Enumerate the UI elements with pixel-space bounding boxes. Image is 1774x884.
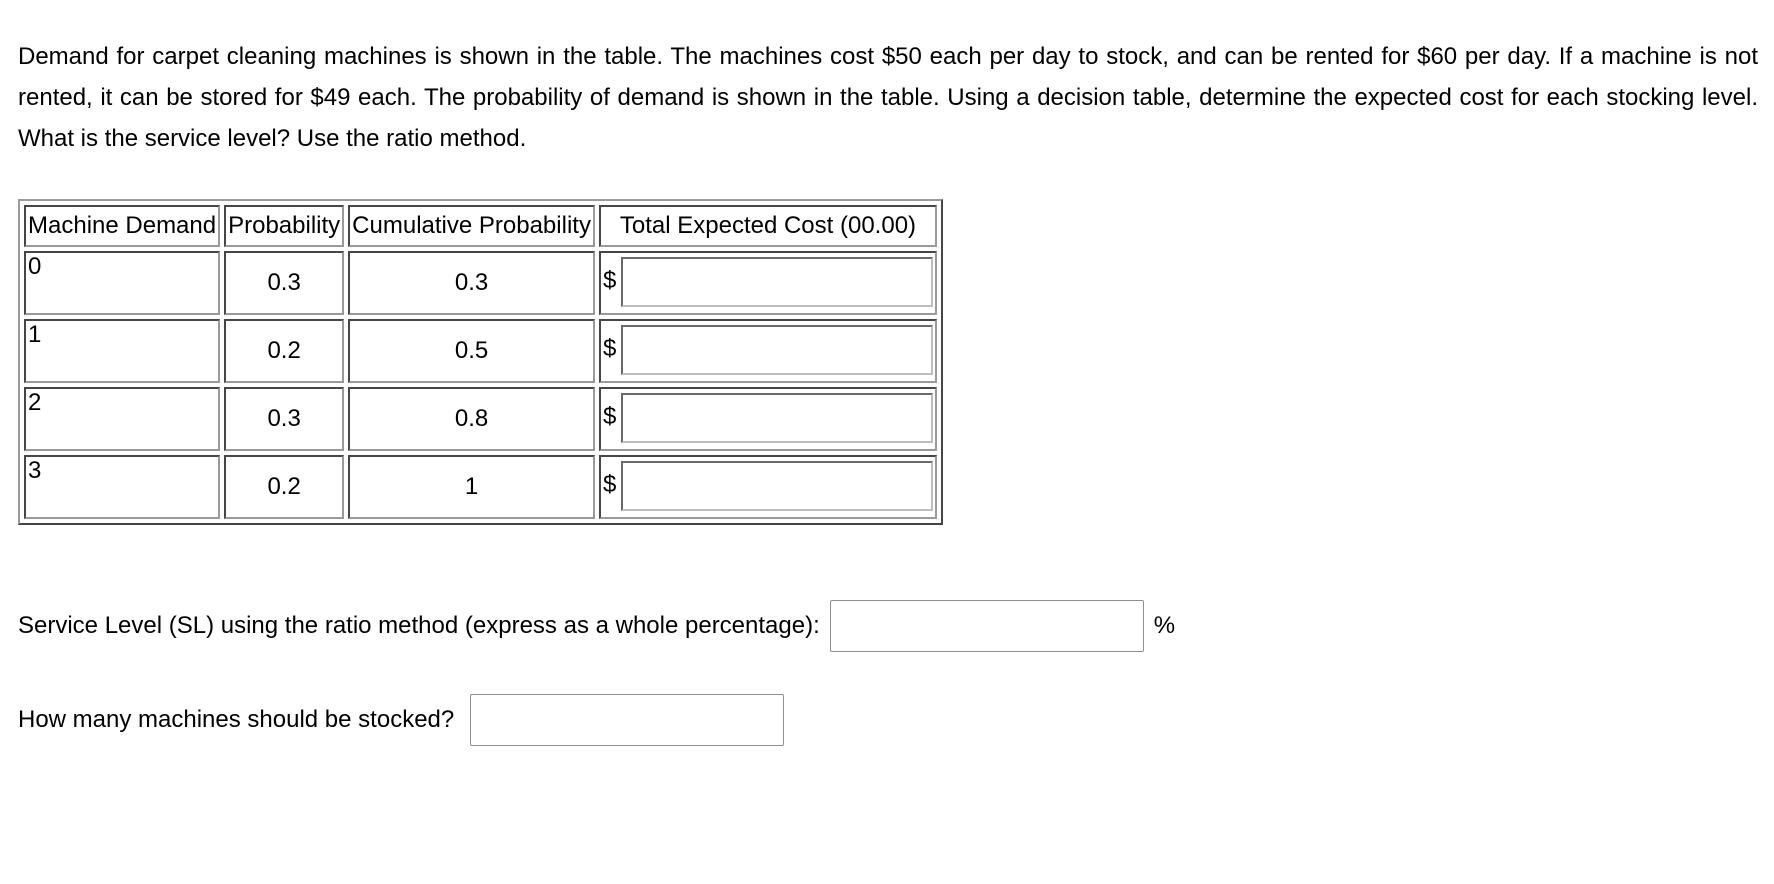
demand-cell: 3: [24, 455, 220, 519]
currency-symbol: $: [602, 267, 617, 294]
expected-cost-cell: [599, 387, 937, 451]
percent-unit: %: [1153, 612, 1176, 639]
currency-symbol: $: [602, 335, 617, 362]
header-total-expected-cost: Total Expected Cost (00.00): [599, 205, 937, 247]
expected-cost-group: [603, 391, 933, 447]
service-level-row: [18, 600, 1175, 652]
currency-symbol: $: [602, 403, 617, 430]
expected-cost-cell: [599, 319, 937, 383]
probability-cell: 0.3: [224, 251, 344, 315]
expected-cost-cell: [599, 455, 937, 519]
stock-input[interactable]: [470, 694, 784, 746]
stock-row: [18, 694, 784, 746]
demand-cell: 2: [24, 387, 220, 451]
demand-cell: 1: [24, 319, 220, 383]
probability-cell: 0.2: [224, 455, 344, 519]
table-row: [24, 387, 937, 451]
demand-cell: 0: [24, 251, 220, 315]
probability-cell: 0.2: [224, 319, 344, 383]
cumulative-probability-cell: 0.3: [348, 251, 595, 315]
table-row: [24, 455, 937, 519]
expected-cost-input-0[interactable]: [621, 257, 933, 307]
cumulative-probability-cell: 1: [348, 455, 595, 519]
question-text: Demand for carpet cleaning machines is shown in the table. The machines cost $50 each per day to stock, and can be rented for $60 per day. If a machine is not rented, it can be stored for $49 each. The probability of demand is shown in the table. Using a decision table, determine the expected cost for each stocking level. What is the service level? Use the ratio method.: [18, 43, 1758, 152]
header-probability: Probability: [224, 205, 344, 247]
expected-cost-group: [603, 255, 933, 311]
decision-table: [18, 199, 943, 525]
service-level-input[interactable]: [830, 600, 1144, 652]
decision-table-container: [18, 199, 943, 525]
expected-cost-input-3[interactable]: [621, 461, 933, 511]
expected-cost-input-2[interactable]: [621, 393, 933, 443]
header-cumulative-probability: Cumulative Probability: [348, 205, 595, 247]
cumulative-probability-cell: 0.8: [348, 387, 595, 451]
table-header-row: [24, 205, 937, 247]
service-level-label: Service Level (SL) using the ratio method (express as a whole percentage):: [18, 612, 820, 639]
currency-symbol: $: [602, 471, 617, 498]
table-row: [24, 319, 937, 383]
probability-cell: 0.3: [224, 387, 344, 451]
table-row: [24, 251, 937, 315]
expected-cost-group: [603, 323, 933, 379]
header-machine-demand: Machine Demand: [24, 205, 220, 247]
expected-cost-input-1[interactable]: [621, 325, 933, 375]
stock-label: How many machines should be stocked?: [18, 706, 455, 733]
expected-cost-cell: [599, 251, 937, 315]
cumulative-probability-cell: 0.5: [348, 319, 595, 383]
expected-cost-group: [603, 459, 933, 515]
